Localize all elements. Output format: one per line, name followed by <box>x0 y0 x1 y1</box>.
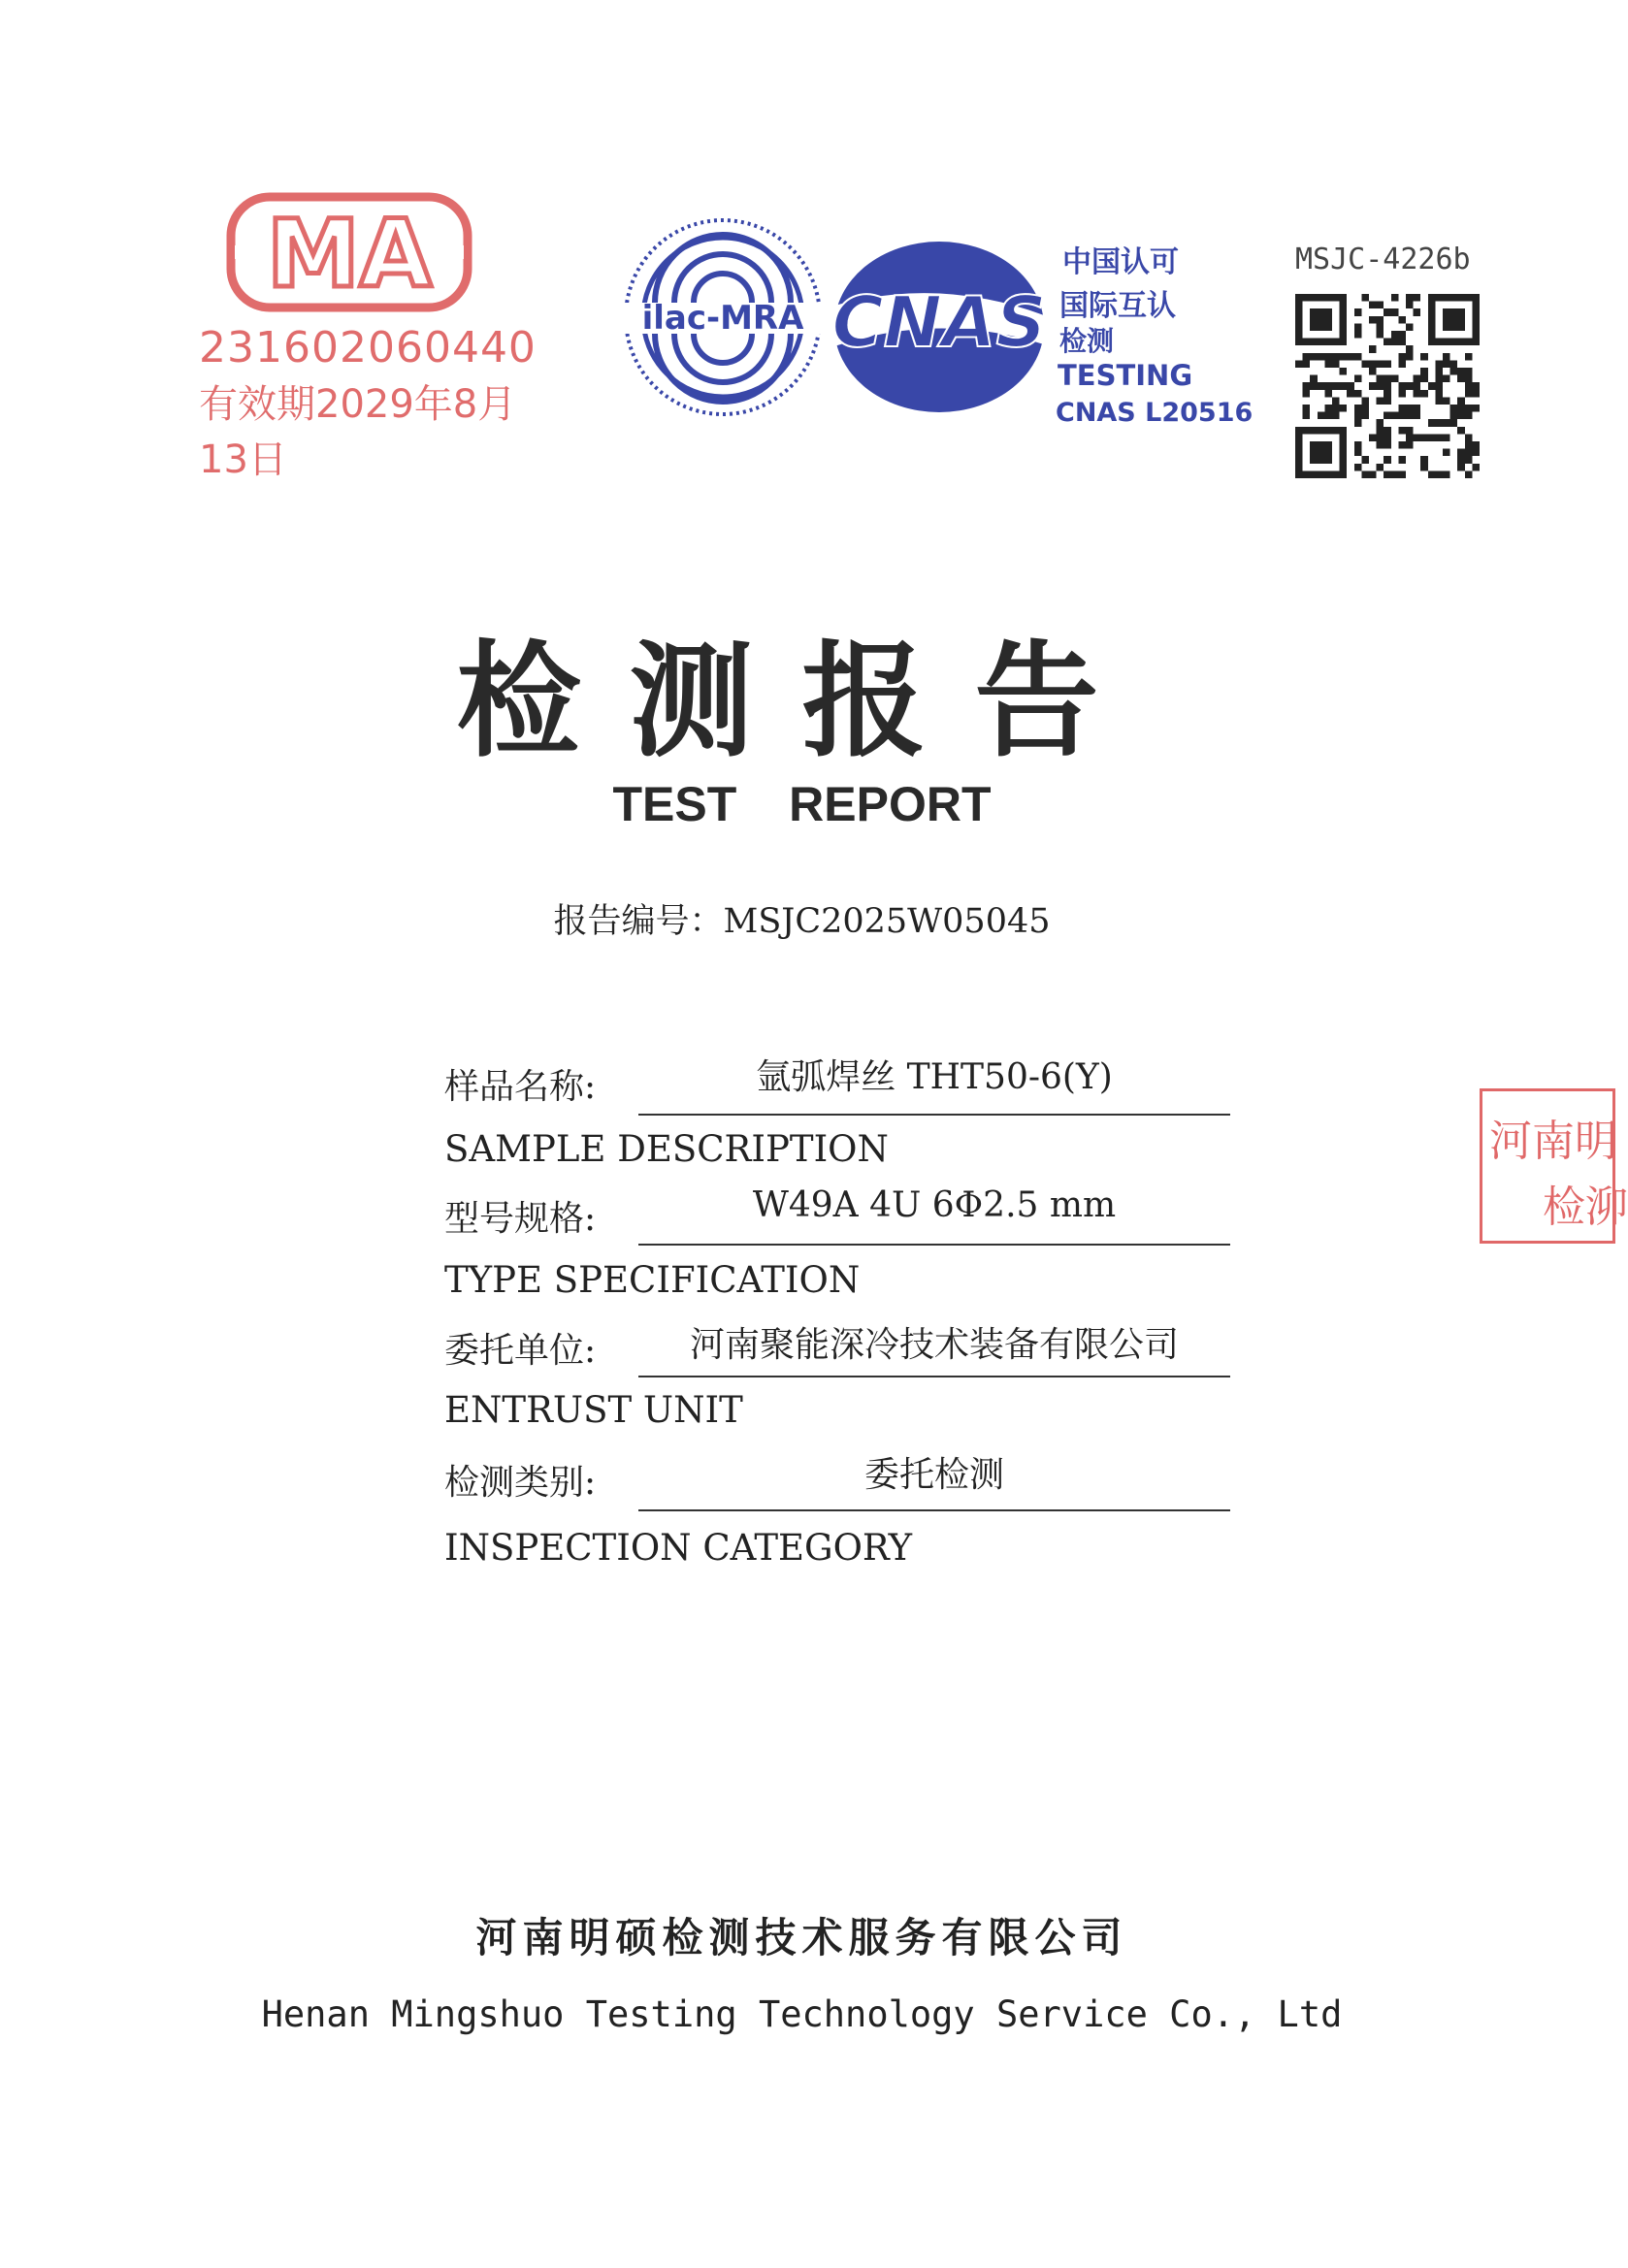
cnas-testing: TESTING <box>1058 359 1193 392</box>
field-en-category: INSPECTION CATEGORY <box>444 1527 913 1569</box>
stamp-text-line1: 河南明 <box>1489 1117 1617 1166</box>
field-underline <box>638 1509 1230 1511</box>
cma-validity: 有效期2029年8月13日 <box>199 382 517 482</box>
ilac-text: ilac-MRA <box>641 299 804 338</box>
field-en-type: TYPE SPECIFICATION <box>444 1259 861 1301</box>
field-label-type: 型号规格: <box>444 1199 597 1239</box>
field-en-sample: SAMPLE DESCRIPTION <box>444 1128 889 1170</box>
qr-code-label: MSJC-4226b <box>1295 243 1471 276</box>
ilac-mra-logo <box>621 215 825 419</box>
stamp-text-line2: 检泖 <box>1543 1183 1628 1232</box>
cnas-logo <box>825 238 1048 417</box>
qr-code <box>1295 294 1480 478</box>
cma-mark: MA <box>267 200 432 308</box>
cnas-cn-line1: 中国认可 <box>1062 245 1179 279</box>
cnas-code: CNAS L20516 <box>1056 398 1254 428</box>
cma-logo <box>223 189 475 315</box>
cnas-cn-line2: 国际互认 <box>1059 289 1176 323</box>
cnas-cn-line3: 检测 <box>1059 325 1115 357</box>
field-label-sample: 样品名称: <box>444 1067 597 1107</box>
field-underline <box>638 1114 1230 1116</box>
field-value-entrust: 河南聚能深冷技术装备有限公司 <box>689 1325 1179 1365</box>
field-en-entrust: ENTRUST UNIT <box>444 1389 743 1431</box>
cma-number: 231602060440 <box>199 323 537 373</box>
field-underline <box>638 1376 1230 1377</box>
report-number: 报告编号：MSJC2025W05045 <box>553 902 1051 941</box>
cnas-mark: CNAS <box>831 281 1047 363</box>
company-name-cn: 河南明硕检测技术服务有限公司 <box>475 1914 1128 1961</box>
title-cn: 检测报告 <box>456 629 1148 774</box>
field-value-type: W49A 4U 6Φ2.5 mm <box>752 1185 1117 1225</box>
company-name-en: Henan Mingshuo Testing Technology Service Co., Ltd <box>261 1993 1343 2035</box>
field-label-category: 检测类别: <box>444 1463 597 1503</box>
field-underline <box>638 1244 1230 1246</box>
title-en: TEST REPORT <box>612 777 992 831</box>
field-value-sample: 氩弧焊丝 THT50-6(Y) <box>756 1057 1113 1097</box>
field-label-entrust: 委托单位: <box>444 1331 597 1371</box>
field-value-category: 委托检测 <box>863 1455 1004 1495</box>
